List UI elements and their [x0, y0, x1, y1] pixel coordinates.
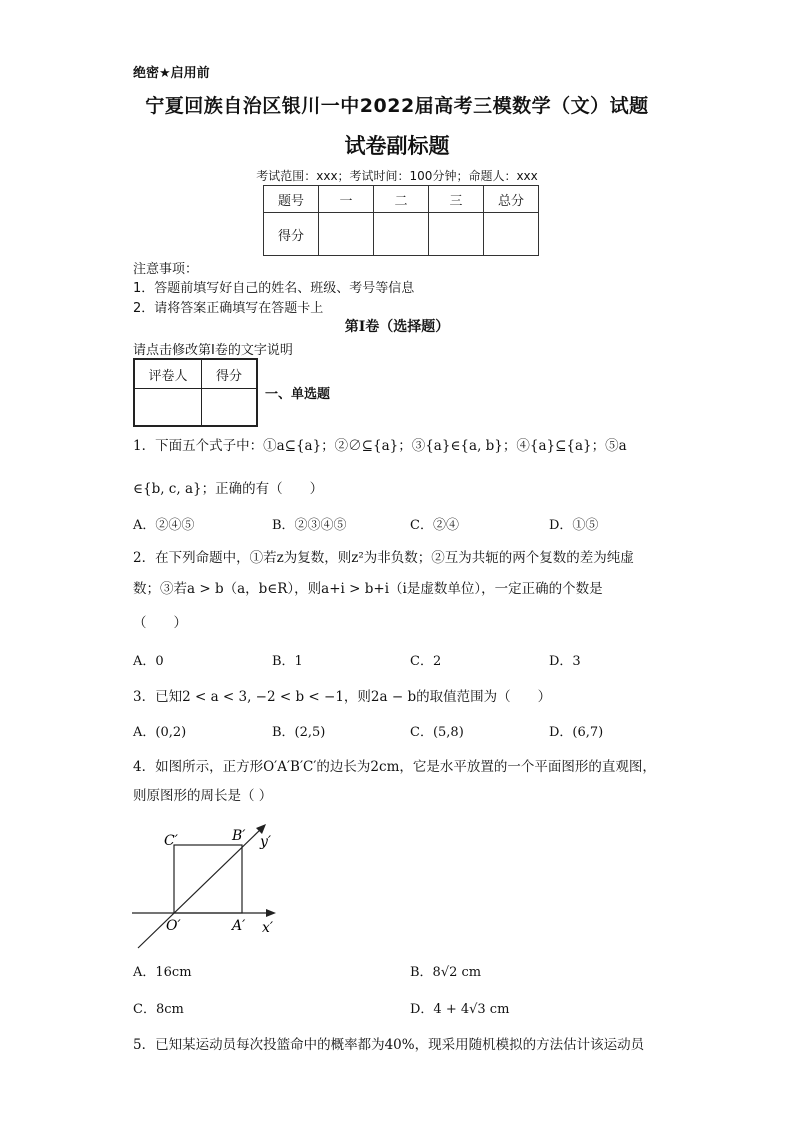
notice-item: 1．答题前填写好自己的姓名、班级、考号等信息 — [133, 281, 415, 296]
score-cell[interactable] — [484, 213, 539, 256]
q2-option-b[interactable]: B．1 — [272, 654, 303, 669]
q4-option-d[interactable]: D．4 + 4√3 cm — [410, 1002, 510, 1017]
exam-subtitle: 试卷副标题 — [344, 134, 450, 158]
reviewer-header-cell: 评卷人 — [134, 359, 202, 389]
score-cell[interactable] — [429, 213, 484, 256]
score-cell[interactable] — [319, 213, 374, 256]
question-2-line3: （ ） — [133, 615, 187, 631]
x-axis-arrow — [266, 909, 276, 917]
q2-option-c[interactable]: C．2 — [410, 654, 442, 669]
q2-option-d[interactable]: D．3 — [549, 654, 581, 669]
oblique-diagram — [128, 820, 298, 952]
section-title: 一、单选题 — [265, 387, 331, 402]
label-y: y′ — [260, 834, 272, 850]
part-click-note[interactable]: 请点击修改第I卷的文字说明 — [133, 343, 293, 358]
q3-option-b[interactable]: B．(2,5) — [272, 725, 326, 740]
score-row-label: 得分 — [264, 213, 319, 256]
reviewer-cell[interactable] — [134, 389, 202, 427]
q3-option-d[interactable]: D．(6,7) — [549, 725, 604, 740]
label-a: A′ — [232, 918, 246, 934]
question-1-line2: ∈{b, c, a}；正确的有（ ） — [133, 481, 324, 497]
part-title: 第I卷（选择题） — [344, 319, 450, 335]
score-header-cell: 题号 — [264, 186, 319, 213]
q1-option-c[interactable]: C．②④ — [410, 518, 459, 533]
score-table — [263, 185, 539, 256]
notice-heading: 注意事项： — [133, 262, 199, 277]
question-1-line1: 1．下面五个式子中：①a⊆{a}；②∅⊆{a}；③{a}∈{a, b}；④{a}⊆{a}；⑤a — [133, 438, 627, 454]
exam-title: 宁夏回族自治区银川一中2022届高考三模数学（文）试题 — [145, 95, 649, 117]
reviewer-cell[interactable] — [202, 389, 258, 427]
score-header-cell: 二 — [374, 186, 429, 213]
question-2-line2: 数；③若a > b（a，b∈R），则a+i > b+i（i是虚数单位），一定正确的个数是 — [133, 581, 603, 597]
q3-option-a[interactable]: A．(0,2) — [133, 725, 187, 740]
label-x: x′ — [262, 920, 274, 936]
question-4-line2: 则原图形的周长是（ ） — [133, 788, 273, 804]
score-header-cell: 三 — [429, 186, 484, 213]
notice-item: 2．请将答案正确填写在答题卡上 — [133, 301, 324, 316]
secret-mark: 绝密★启用前 — [133, 66, 210, 81]
score-header-cell: 一 — [319, 186, 374, 213]
q1-option-a[interactable]: A．②④⑤ — [133, 518, 195, 533]
reviewer-table — [133, 358, 258, 427]
q1-option-d[interactable]: D．①⑤ — [549, 518, 599, 533]
q1-option-b[interactable]: B．②③④⑤ — [272, 518, 347, 533]
q4-option-c[interactable]: C．8cm — [133, 1002, 184, 1017]
question-4-line1: 4．如图所示，正方形O′A′B′C′的边长为2cm，它是水平放置的一个平面图形的直观图， — [133, 759, 656, 775]
exam-info: 考试范围：xxx；考试时间：100分钟；命题人：xxx — [256, 169, 538, 183]
reviewer-header-cell: 得分 — [202, 359, 258, 389]
q4-option-a[interactable]: A．16cm — [133, 965, 192, 980]
score-header-cell: 总分 — [484, 186, 539, 213]
q2-option-a[interactable]: A．0 — [133, 654, 164, 669]
label-b: B′ — [232, 828, 246, 844]
score-cell[interactable] — [374, 213, 429, 256]
q4-option-b[interactable]: B．8√2 cm — [410, 965, 482, 980]
question-3-line1: 3．已知2 < a < 3, −2 < b < −1，则2a − b的取值范围为（ ） — [133, 689, 552, 705]
question-5-line1: 5．已知某运动员每次投篮命中的概率都为40%，现采用随机模拟的方法估计该运动员 — [133, 1037, 645, 1053]
q3-option-c[interactable]: C．(5,8) — [410, 725, 464, 740]
label-c: C′ — [164, 833, 178, 849]
question-2-line1: 2．在下列命题中，①若z为复数，则z²为非负数；②互为共轭的两个复数的差为纯虚 — [133, 550, 634, 566]
label-o: O′ — [166, 918, 181, 934]
